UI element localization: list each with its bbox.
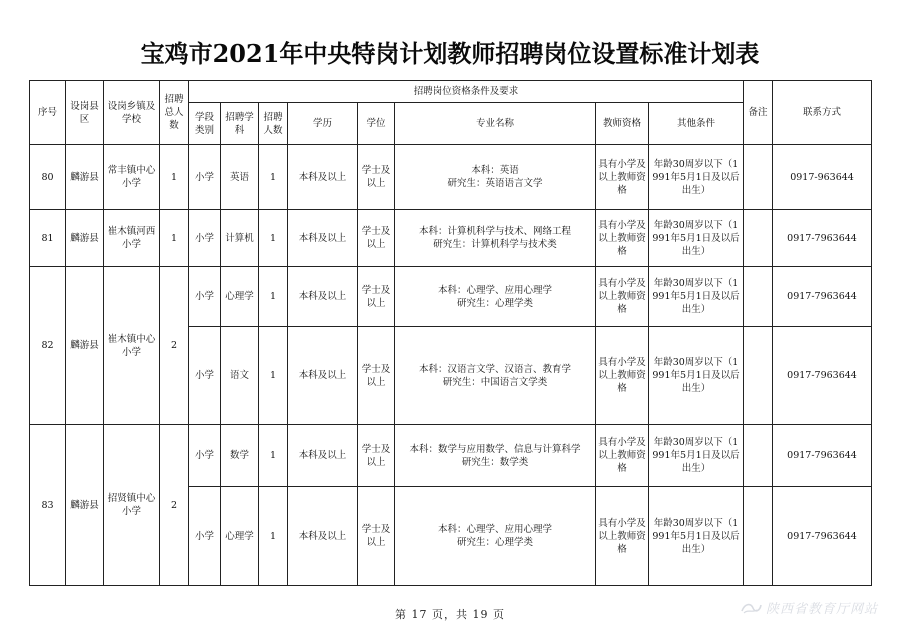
remark-cell (744, 327, 773, 425)
other-cell: 年龄30周岁以下（1991年5月1日及以后出生） (649, 487, 744, 586)
degree-cell: 学士及以上 (358, 210, 395, 267)
swirl-logo-icon (740, 601, 762, 615)
school-cell: 常丰镇中心小学 (104, 145, 160, 210)
degree-cell: 学士及以上 (358, 425, 395, 487)
page-number: 第 17 页，共 19 页 (395, 608, 505, 621)
contact-cell: 0917-7963644 (773, 327, 872, 425)
education-cell: 本科及以上 (288, 267, 358, 327)
education-cell: 本科及以上 (288, 145, 358, 210)
total-cell: 2 (160, 425, 189, 586)
watermark-text: 陕西省教育厅网站 (765, 602, 878, 617)
degree-cell: 学士及以上 (358, 487, 395, 586)
header-remark: 备注 (744, 81, 773, 145)
major-cell (395, 487, 596, 586)
teacher-cert-cell: 具有小学及以上教师资格 (596, 327, 649, 425)
degree-cell: 学士及以上 (358, 327, 395, 425)
header-contact: 联系方式 (773, 81, 872, 145)
contact-cell: 0917-7963644 (773, 425, 872, 487)
header-seq: 序号 (30, 81, 66, 145)
other-cell: 年龄30周岁以下（1991年5月1日及以后出生） (649, 145, 744, 210)
total-cell: 2 (160, 267, 189, 425)
education-cell: 本科及以上 (288, 425, 358, 487)
count-cell: 1 (259, 145, 288, 210)
remark-cell (744, 145, 773, 210)
header-other: 其他条件 (649, 103, 744, 145)
major-graduate: 研究生：中国语言文学类 (442, 376, 548, 388)
subject-cell: 语文 (221, 327, 259, 425)
count-cell: 1 (259, 327, 288, 425)
major-graduate: 研究生：心理学类 (456, 297, 533, 309)
table-row (30, 267, 872, 327)
county-cell: 麟游县 (66, 425, 104, 586)
major-undergrad: 本科：心理学、应用心理学 (437, 524, 552, 535)
header-county: 设岗县区 (66, 81, 104, 145)
education-cell: 本科及以上 (288, 487, 358, 586)
major-undergrad: 本科：数学与应用数学、信息与计算科学 (409, 443, 581, 455)
seq-cell: 82 (30, 267, 66, 425)
major-cell (395, 327, 596, 425)
other-cell: 年龄30周岁以下（1991年5月1日及以后出生） (649, 327, 744, 425)
table-row (30, 210, 872, 267)
header-count: 招聘人数 (259, 103, 288, 145)
header-section: 学段类别 (189, 103, 221, 145)
education-cell: 本科及以上 (288, 327, 358, 425)
total-cell: 1 (160, 145, 189, 210)
remark-cell (744, 267, 773, 327)
section-cell: 小学 (189, 210, 221, 267)
remark-cell (744, 210, 773, 267)
other-cell: 年龄30周岁以下（1991年5月1日及以后出生） (649, 267, 744, 327)
major-undergrad: 本科：心理学、应用心理学 (437, 284, 552, 296)
subject-cell: 心理学 (221, 487, 259, 586)
recruitment-table (29, 80, 872, 586)
county-cell: 麟游县 (66, 145, 104, 210)
teacher-cert-cell: 具有小学及以上教师资格 (596, 487, 649, 586)
section-cell: 小学 (189, 145, 221, 210)
remark-cell (744, 425, 773, 487)
contact-cell: 0917-7963644 (773, 487, 872, 586)
school-cell: 招贤镇中心小学 (104, 425, 160, 586)
major-graduate: 研究生：数学类 (461, 456, 529, 468)
count-cell: 1 (259, 425, 288, 487)
count-cell: 1 (259, 267, 288, 327)
subject-cell: 数学 (221, 425, 259, 487)
major-cell (395, 145, 596, 210)
header-major: 专业名称 (395, 103, 596, 145)
header-total: 招聘总人数 (160, 81, 189, 145)
major-cell (395, 267, 596, 327)
education-cell: 本科及以上 (288, 210, 358, 267)
seq-cell: 80 (30, 145, 66, 210)
teacher-cert-cell: 具有小学及以上教师资格 (596, 145, 649, 210)
section-cell: 小学 (189, 267, 221, 327)
degree-cell: 学士及以上 (358, 145, 395, 210)
section-cell: 小学 (189, 327, 221, 425)
header-requirements-group: 招聘岗位资格条件及要求 (189, 81, 744, 103)
major-cell (395, 210, 596, 267)
other-cell: 年龄30周岁以下（1991年5月1日及以后出生） (649, 210, 744, 267)
major-undergrad: 本科：计算机科学与技术、网络工程 (418, 226, 571, 237)
teacher-cert-cell: 具有小学及以上教师资格 (596, 267, 649, 327)
school-cell: 崔木镇河西小学 (104, 210, 160, 267)
seq-cell: 83 (30, 425, 66, 586)
teacher-cert-cell: 具有小学及以上教师资格 (596, 425, 649, 487)
seq-cell: 81 (30, 210, 66, 267)
contact-cell: 0917-963644 (773, 145, 872, 210)
table-row (30, 145, 872, 210)
county-cell: 麟游县 (66, 210, 104, 267)
section-cell: 小学 (189, 487, 221, 586)
header-teacher-cert: 教师资格 (596, 103, 649, 145)
count-cell: 1 (259, 210, 288, 267)
major-graduate: 研究生：英语语言文学 (447, 178, 543, 189)
school-cell: 崔木镇中心小学 (104, 267, 160, 425)
other-cell: 年龄30周岁以下（1991年5月1日及以后出生） (649, 425, 744, 487)
section-cell: 小学 (189, 425, 221, 487)
major-undergrad: 本科：英语 (471, 165, 519, 176)
degree-cell: 学士及以上 (358, 267, 395, 327)
site-watermark (740, 598, 878, 617)
subject-cell: 计算机 (221, 210, 259, 267)
contact-cell: 0917-7963644 (773, 267, 872, 327)
count-cell: 1 (259, 487, 288, 586)
header-school: 设岗乡镇及学校 (104, 81, 160, 145)
major-undergrad: 本科：汉语言文学、汉语言、教育学 (418, 363, 571, 375)
subject-cell: 英语 (221, 145, 259, 210)
subject-cell: 心理学 (221, 267, 259, 327)
header-degree: 学位 (358, 103, 395, 145)
remark-cell (744, 487, 773, 586)
header-subject: 招聘学科 (221, 103, 259, 145)
major-graduate: 研究生：计算机科学与技术类 (433, 239, 557, 250)
page-title: 宝鸡市2021年中央特岗计划教师招聘岗位设置标准计划表 (140, 39, 760, 68)
table-row (30, 425, 872, 487)
county-cell: 麟游县 (66, 267, 104, 425)
major-graduate: 研究生：心理学类 (456, 537, 533, 548)
total-cell: 1 (160, 210, 189, 267)
major-cell (395, 425, 596, 487)
teacher-cert-cell: 具有小学及以上教师资格 (596, 210, 649, 267)
contact-cell: 0917-7963644 (773, 210, 872, 267)
header-education: 学历 (288, 103, 358, 145)
